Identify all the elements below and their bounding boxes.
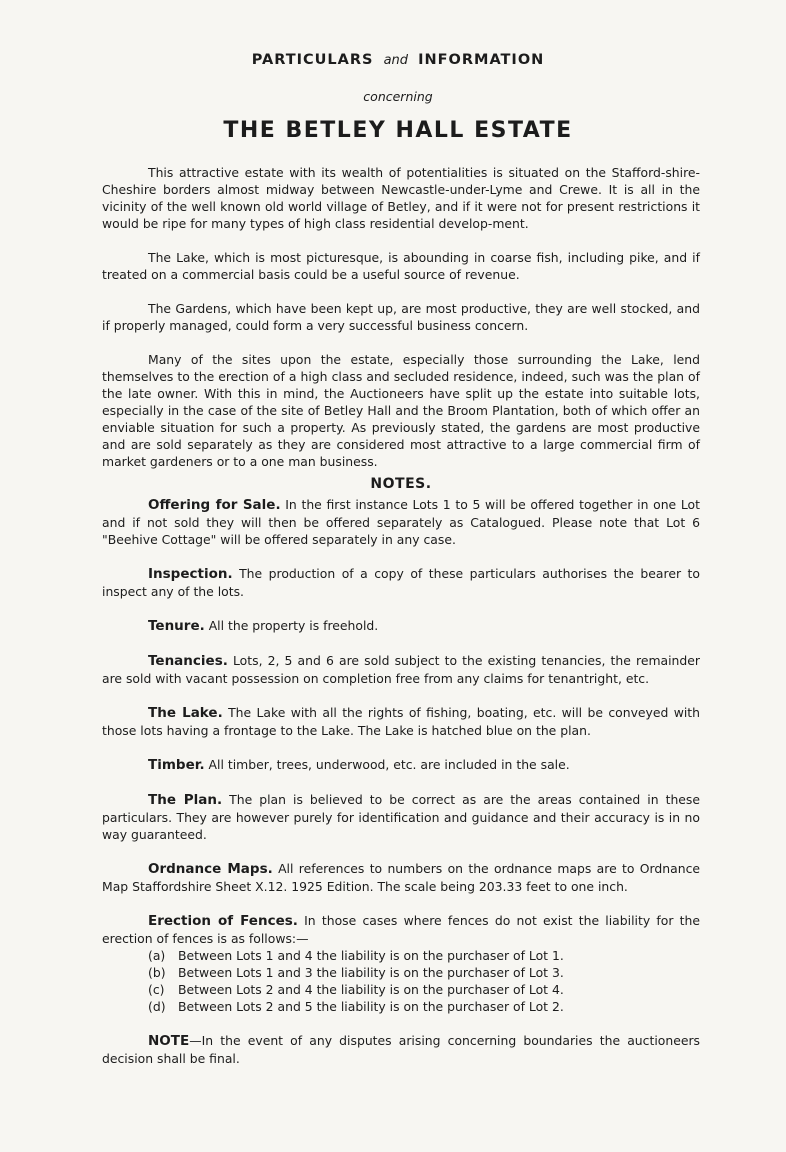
note-offering xyxy=(102,496,700,548)
list-marker: (b) xyxy=(148,965,166,980)
list-item xyxy=(148,964,700,981)
header-and: and xyxy=(383,53,409,68)
document-body xyxy=(102,164,700,1084)
list-marker: (a) xyxy=(148,948,166,963)
list-marker: (d) xyxy=(148,999,166,1014)
note-tenancies xyxy=(102,652,700,687)
note-text: In those cases where fences do not exist the liability for the erection of fences is as follows:— xyxy=(102,913,700,946)
note-title: Timber. xyxy=(148,757,205,773)
list-item xyxy=(148,981,700,998)
sites-paragraph: Many of the sites upon the estate, especially those surrounding the Lake, lend themselves to the erection of a high class and secluded residence, indeed, such was the plan of the late owner. With this in mind, the Auctioneers have split up the estate into suitable lots, especially in the case of the site of Betley Hall and the Broom Plantation, both of which offer an enviable situation for such a property. As previously stated, the gardens are most productive and are sold separately as they are considered most attractive to a large commercial firm of market gardeners or to a one man business. xyxy=(102,352,700,469)
note-text: The plan is believed to be correct as are the areas contained in these particulars. They are however purely for identification and guidance and their accuracy is in no way guaranteed. xyxy=(102,792,700,842)
note-text: The production of a copy of these particulars authorises the bearer to inspect any of the lots. xyxy=(102,566,700,599)
header-line xyxy=(0,52,786,68)
final-note xyxy=(102,1032,700,1067)
note-title: The Plan. xyxy=(148,792,223,808)
final-note-title: NOTE xyxy=(148,1033,190,1049)
list-text: Between Lots 1 and 3 the liability is on the purchaser of Lot 3. xyxy=(178,965,564,980)
header-particulars: PARTICULARS xyxy=(251,52,374,68)
note-text: Lots, 2, 5 and 6 are sold subject to the existing tenancies, the remainder are sold with vacant possession on completion free from any claims for tenantright, etc. xyxy=(102,653,700,686)
note-title: Inspection. xyxy=(148,566,233,582)
notes-heading: NOTES. xyxy=(370,476,432,492)
fence-list xyxy=(148,947,700,1015)
note-title: Offering for Sale. xyxy=(148,497,281,513)
list-marker: (c) xyxy=(148,982,165,997)
note-text: In the first instance Lots 1 to 5 will be offered together in one Lot and if not sold they will then be offered separately as Catalogued. Please note that Lot 6 "Beehive Cottage" will be offered separately in any case. xyxy=(102,497,700,547)
header-information: INFORMATION xyxy=(418,52,545,68)
header-concerning: concerning xyxy=(363,89,433,104)
note-lake xyxy=(102,704,700,739)
note-title: Erection of Fences. xyxy=(148,913,298,929)
lake-paragraph: The Lake, which is most picturesque, is abounding in coarse fish, including pike, and if treated on a commercial basis could be a useful source of revenue. xyxy=(102,250,700,282)
intro-paragraph: This attractive estate with its wealth of potentialities is situated on the Stafford-shire-Cheshire borders almost midway between Newcastle-under-Lyme and Crewe. It is all in the vicinity of the well known old world village of Betley, and if it were not for present restrictions it would be ripe for many types of high class residential develop-ment. xyxy=(102,165,700,231)
note-title: Tenancies. xyxy=(148,653,228,669)
final-note-text: —In the event of any disputes arising concerning boundaries the auctioneers decision shall be final. xyxy=(102,1033,700,1066)
note-ordnance-maps xyxy=(102,860,700,895)
note-text: All timber, trees, underwood, etc. are included in the sale. xyxy=(208,757,570,772)
gardens-paragraph: The Gardens, which have been kept up, are most productive, they are well stocked, and if properly managed, could form a very successful business concern. xyxy=(102,301,700,333)
note-title: The Lake. xyxy=(148,705,223,721)
list-text: Between Lots 1 and 4 the liability is on the purchaser of Lot 1. xyxy=(178,948,564,963)
note-timber xyxy=(102,756,700,774)
note-tenure xyxy=(102,617,700,635)
note-text: All the property is freehold. xyxy=(208,618,379,633)
list-item xyxy=(148,947,700,964)
note-title: Ordnance Maps. xyxy=(148,861,273,877)
note-plan xyxy=(102,791,700,843)
list-text: Between Lots 2 and 4 the liability is on the purchaser of Lot 4. xyxy=(178,982,564,997)
note-text: The Lake with all the rights of fishing, boating, etc. will be conveyed with those lots having a frontage to the Lake. The Lake is hatched blue on the plan. xyxy=(102,705,700,738)
note-text: All references to numbers on the ordnance maps are to Ordnance Map Staffordshire Sheet X.12. 1925 Edition. The scale being 203.33 feet to one inch. xyxy=(102,861,701,894)
note-fences xyxy=(102,912,700,947)
note-title: Tenure. xyxy=(148,618,205,634)
document-title: THE BETLEY HALL ESTATE xyxy=(223,118,573,143)
list-text: Between Lots 2 and 5 the liability is on the purchaser of Lot 2. xyxy=(178,999,564,1014)
list-item xyxy=(148,998,700,1015)
note-inspection xyxy=(102,565,700,600)
